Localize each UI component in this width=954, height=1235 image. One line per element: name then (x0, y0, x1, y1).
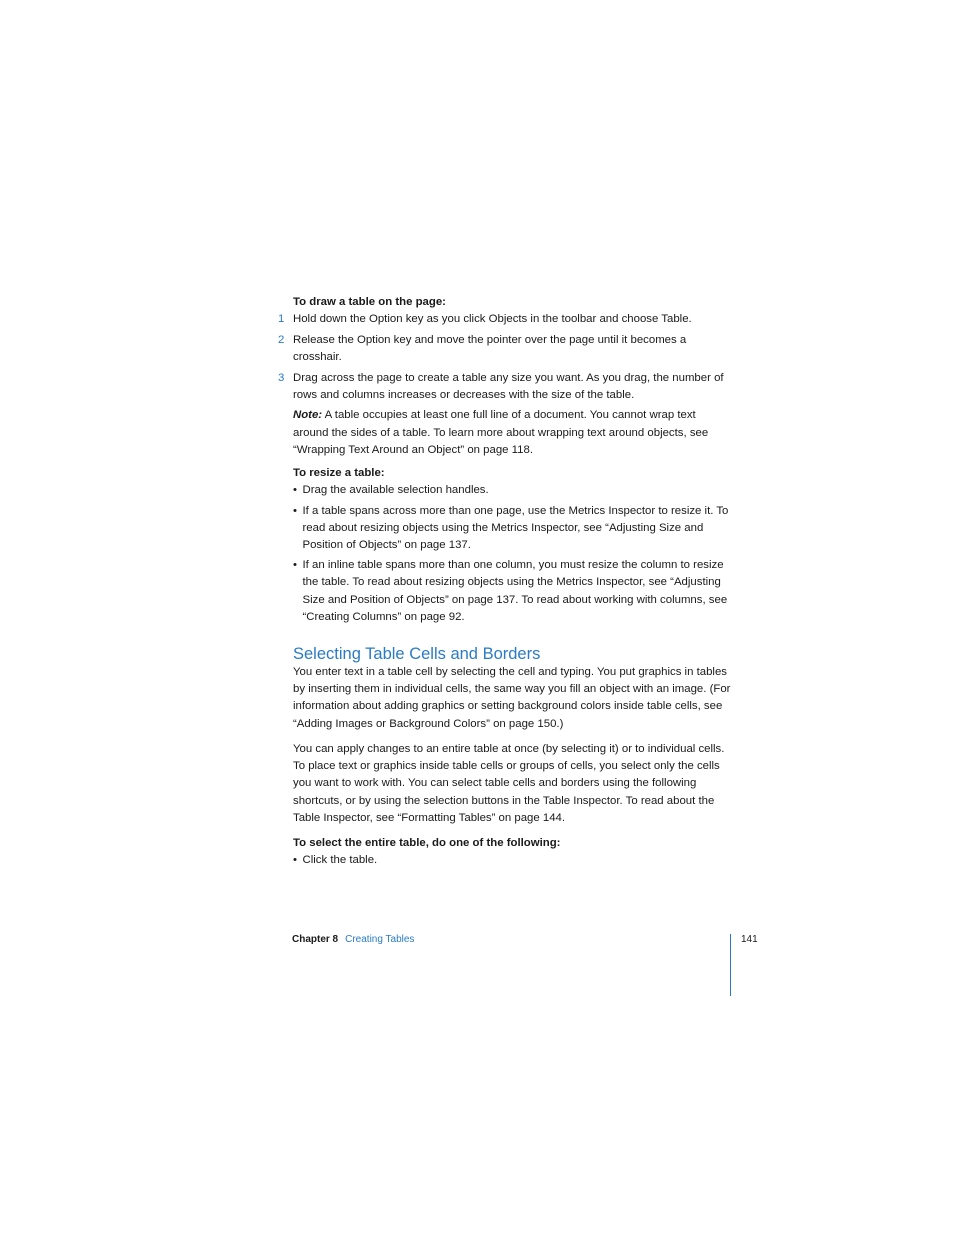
page-content (278, 294, 733, 873)
step-text: Release the Option key and move the pointer over the page until it becomes a crosshair. (293, 333, 687, 363)
bullet-mark: • (293, 484, 297, 497)
body-paragraph: You can apply changes to an entire table at once (by selecting it) or to individual cells. To place text or graphics inside table cells or groups of cells, you select only the cells you want to work with. You can select table cells and borders using the following shortcuts, or by using the selection buttons in the Table Inspector. To read about the Table Inspector, see “Formatting Tables” on page 144. (293, 743, 725, 824)
bullet-mark: • (293, 854, 297, 867)
step-number: 1 (278, 313, 285, 326)
step-item (278, 311, 733, 328)
bullet-text: Click the table. (302, 854, 378, 867)
bullet-text: Drag the available selection handles. (302, 484, 489, 497)
draw-table-steps (278, 311, 733, 404)
note-text: A table occupies at least one full line of a document. You cannot wrap text around the sides of a table. To learn more about wrapping text around objects, see “Wrapping Text Around an Object” on page 118. (293, 409, 709, 456)
bullet-text: If an inline table spans more than one column, you must resize the column to resize the table. To read about resizing objects using the Metrics Inspector, see “Adjusting Size and Position of Objects” on page 137. To read about working with columns, see “Creating Columns” on page 92. (302, 559, 728, 623)
body-paragraph: You enter text in a table cell by selecting the cell and typing. You put graphics in tables by inserting them in individual cells, the same way you fill an object with an image. (For information about adding graphics or setting background colors inside table cells, see “Adding Images or Background Colors” on page 150.) (293, 666, 731, 730)
bullet-item (293, 503, 733, 555)
step-text: Hold down the Option key as you click Objects in the toolbar and choose Table. (293, 313, 692, 326)
step-number: 3 (278, 371, 285, 384)
resize-table-heading: To resize a table: (293, 467, 385, 479)
footer-chapter: Chapter 8 (292, 934, 339, 945)
step-item (278, 332, 733, 366)
bullet-item (293, 557, 733, 626)
resize-table-bullets (293, 482, 733, 626)
select-table-heading: To select the entire table, do one of the following: (293, 837, 561, 850)
select-table-bullets (293, 852, 733, 869)
note-paragraph (293, 407, 733, 459)
bullet-item (293, 852, 733, 869)
footer-divider (730, 934, 731, 996)
page-number: 141 (741, 934, 758, 945)
step-text: Drag across the page to create a table any size you want. As you drag, the number of rows and columns increases or decreases with the size of the table. (293, 371, 724, 401)
bullet-mark: • (293, 504, 297, 517)
step-item (278, 370, 733, 404)
draw-table-heading: To draw a table on the page: (293, 296, 446, 308)
page-footer (292, 933, 414, 947)
bullet-text: If a table spans across more than one page, use the Metrics Inspector to resize it. To read about resizing objects using the Metrics Inspector, see “Adjusting Size and Position of Objects” on page 137. (302, 504, 729, 551)
step-number: 2 (278, 333, 285, 346)
section-title: Selecting Table Cells and Borders (293, 645, 541, 664)
bullet-mark: • (293, 559, 297, 572)
bullet-item (293, 482, 733, 499)
footer-chapter-title[interactable]: Creating Tables (345, 934, 415, 945)
note-label: Note: (293, 409, 323, 422)
